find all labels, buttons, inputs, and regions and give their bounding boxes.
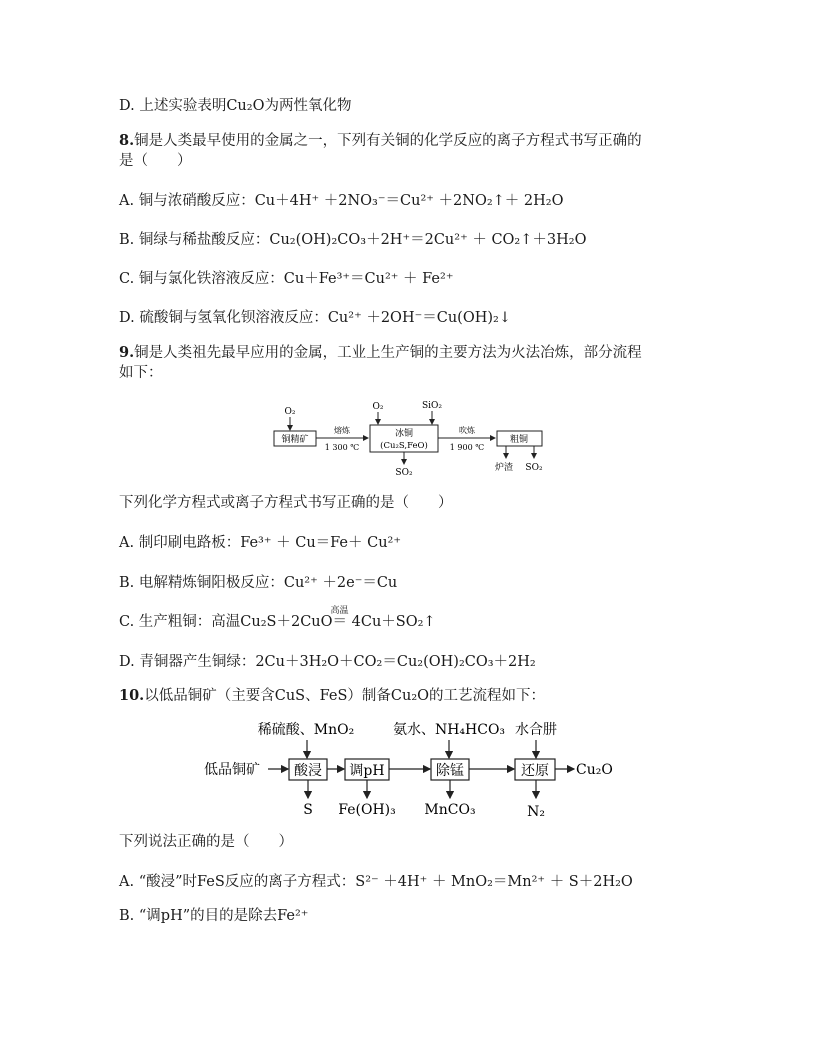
q8-option-c: C. 铜与氯化铁溶液反应：Cu＋Fe³⁺＝Cu²⁺ ＋ Fe²⁺ [119,271,454,287]
q10-box1-label: 酸浸 [294,763,322,779]
q10-out1: S [303,802,313,818]
q9-question: 下列化学方程式或离子方程式书写正确的是（ ） [119,495,453,511]
q9-option-b: B. 电解精炼铜阳极反应：Cu²⁺ ＋2e⁻＝Cu [119,575,398,591]
q8-stem-line1 [119,131,642,151]
q9-flow-diagram [270,396,550,478]
q10-box2-label: 调pH [349,763,385,779]
q10-start: 低品铜矿 [204,762,260,778]
q10-stem [119,686,545,706]
q10-option-a: A. “酸浸”时FeS反应的离子方程式：S²⁻ ＋4H⁺ ＋ MnO₂＝Mn²⁺ ＋ S＋2H₂O [119,874,633,890]
q10-out2: Fe(OH)₃ [338,802,396,818]
q9-box2-line1: 冰铜 [394,429,414,439]
q8-number: 8. [119,132,135,149]
q9-input3: SiO₂ [421,401,443,411]
q9-stem-line1 [119,343,642,363]
q10-stem-text: 以低品铜矿（主要含CuS、FeS）制备Cu₂O的工艺流程如下： [144,688,546,704]
q9-stem-line2: 如下： [119,365,163,381]
q10-box4-label: 还原 [521,763,549,779]
q8-option-d: D. 硫酸铜与氢氧化钡溶液反应：Cu²⁺ ＋2OH⁻＝Cu(OH)₂↓ [119,310,511,326]
q9-option-c-prefix: C. 生产粗铜：高温Cu₂S＋2CuO [119,614,333,630]
q9-box1-label: 铜精矿 [281,435,309,445]
q9-box2-line2: (Cu₂S,FeO) [380,441,428,451]
q8-option-b: B. 铜绿与稀盐酸反应：Cu₂(OH)₂CO₃＋2H⁺＝2Cu²⁺ ＋ CO₂↑＋3H₂O [119,232,587,248]
q9-option-a: A. 制印刷电路板：Fe³⁺ ＋ Cu＝Fe＋ Cu²⁺ [119,535,402,551]
q9-input2: O₂ [372,402,384,412]
q10-number: 10. [119,687,145,704]
q9-temp2: 1 900 ℃ [449,443,485,452]
q9-option-c-eq [330,606,436,632]
q9-out2: SO₂ [395,468,413,478]
q10-out4: N₂ [527,804,545,820]
q10-question: 下列说法正确的是（ ） [119,834,293,850]
q9-option-c-condition: 高温 [330,606,349,616]
q10-reagent4: 水合肼 [515,722,557,738]
q9-out3a: 炉渣 [494,463,514,473]
q10-out3: MnCO₃ [424,802,476,818]
q10-reagent3: 氨水、NH₄HCO₃ [392,722,506,738]
q9-option-c [119,606,436,632]
q8-stem-text: 铜是人类最早使用的金属之一，下列有关铜的化学反应的离子方程式书写正确的 [134,133,642,149]
q10-flow-diagram [200,712,620,824]
q9-out3b: SO₂ [525,463,543,473]
q9-input1: O₂ [284,407,296,417]
q8-stem-line2: 是（ ） [119,153,192,169]
prev-option-d: D. 上述实验表明Cu₂O为两性氧化物 [119,98,352,114]
q9-step2: 吹炼 [459,426,475,435]
q10-option-b: B. “调pH”的目的是除去Fe²⁺ [119,908,309,924]
q9-number: 9. [119,344,135,361]
q10-box3-label: 除锰 [436,763,464,779]
q9-option-c-suffix: ＝ 4Cu＋SO₂↑ [332,614,436,630]
q9-box3-label: 粗铜 [509,435,529,445]
q10-product: Cu₂O [576,762,613,778]
q8-option-a: A. 铜与浓硝酸反应：Cu＋4H⁺ ＋2NO₃⁻＝Cu²⁺ ＋2NO₂↑＋ 2H₂O [119,193,564,209]
q9-temp1: 1 300 ℃ [324,443,360,452]
q9-option-d: D. 青铜器产生铜绿：2Cu＋3H₂O＋CO₂＝Cu₂(OH)₂CO₃＋2H₂ [119,654,536,670]
q10-reagent1: 稀硫酸、MnO₂ [257,722,355,738]
q9-step1: 熔炼 [334,426,350,435]
q9-stem-text: 铜是人类祖先最早应用的金属，工业上生产铜的主要方法为火法冶炼，部分流程 [134,345,642,361]
